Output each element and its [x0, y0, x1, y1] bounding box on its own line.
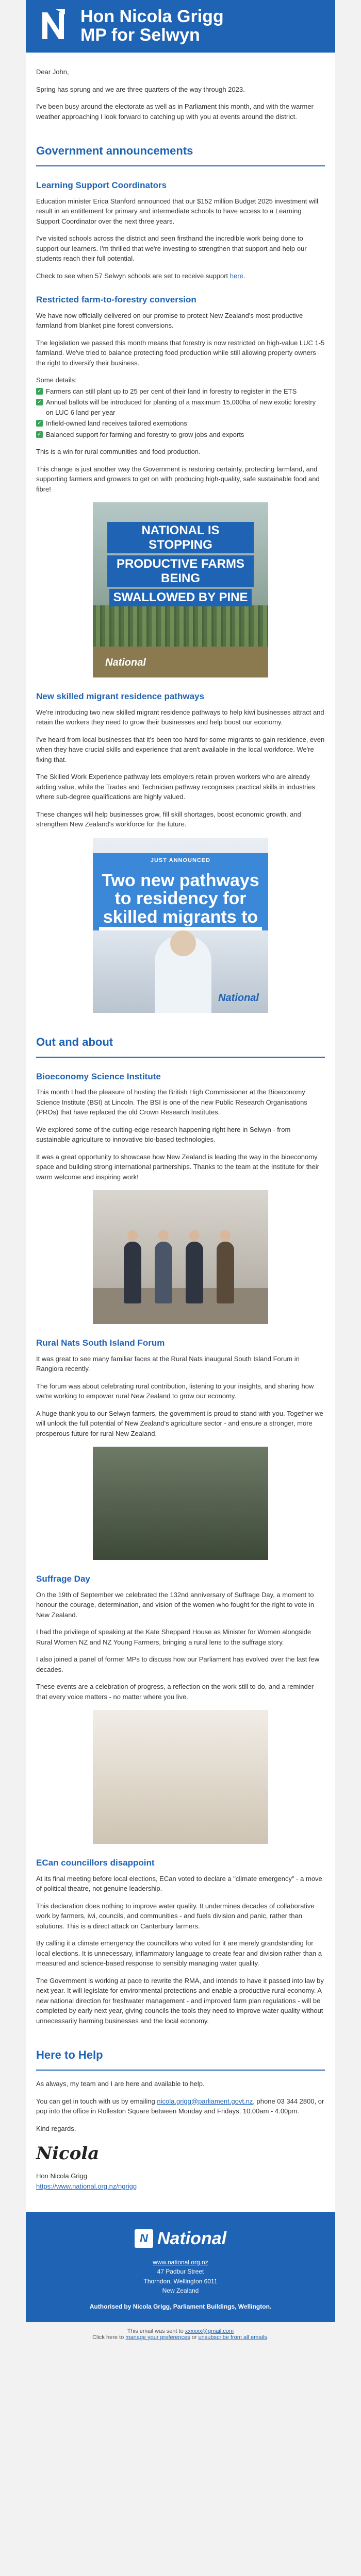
article-paragraph: The Government is working at pace to rewrite the RMA, and intends to have it passed into law by next year. It will legislate for environmental protections and enable a productive rural economy. A new national direction for freshwater management - and improved farm plan regulations - will be completed by early next year, giving councils the tools they need to improve water quality without unnecessarily harming businesses and the local economy.: [36, 1976, 324, 2025]
banner-text: NATIONAL IS STOPPING: [107, 522, 254, 553]
banner-text: skilled migrants to: [103, 907, 258, 927]
article-title: Rural Nats South Island Forum: [36, 1338, 165, 1348]
article-paragraph: This is a win for rural communities and food production.: [36, 448, 201, 455]
article-paragraph: These changes will help businesses grow, fill skill shortages, boost economic growth, and strengthen New Zealand's workforce for the future.: [36, 810, 301, 828]
article-title: Bioeconomy Science Institute: [36, 1071, 161, 1081]
help-paragraph: As always, my team and I are here and available to help.: [36, 2080, 205, 2088]
intro-paragraph: Spring has sprung and we are three quarters of the way through 2023.: [36, 85, 245, 93]
subscription-footer: This email was sent to xxxxxx@gmail.com Click here to manage your preferences or unsubscribe from all emails.: [0, 2322, 361, 2351]
list-item: ✓ Annual ballots will be introduced for planting of a maximum 15,000ha of new exotic forestry on LUC 6 land per year: [36, 397, 325, 417]
banner-text: to residency for: [114, 889, 247, 909]
address-line: Thorndon, Wellington 6011: [143, 2277, 218, 2285]
article-title: ECan councillors disappoint: [36, 1858, 155, 1868]
office-email-link[interactable]: nicola.grigg@parliament.govt.nz: [157, 2097, 253, 2105]
article-paragraph: We're introducing two new skilled migrant residence pathways to help kiwi businesses attract and retain the workers they need to grow their businesses and help boost our economy.: [36, 708, 324, 726]
email-container: [26, 0, 335, 2322]
article-paragraph: The forum was about celebrating rural contribution, listening to your insights, and sharing how we're working to empower rural New Zealand to grow our economy.: [36, 1382, 314, 1400]
article-title: Restricted farm-to-forestry conversion: [36, 295, 196, 304]
article-paragraph: We explored some of the cutting-edge research happening right here in Selwyn - from sustainable agriculture to innovative bio-based technologies.: [36, 1125, 291, 1143]
article-paragraph: The legislation we passed this month means that forestry is now restricted on high-value LUC 1-5 farmland. We've tried to balance protecting food production while still allowing property owners the right to diversify their business.: [36, 338, 325, 367]
manage-preferences-link[interactable]: manage your preferences: [125, 2334, 190, 2341]
banner-logo: National: [105, 657, 146, 668]
signature: Nicola: [36, 2143, 100, 2164]
website-link[interactable]: www.national.org.nz: [153, 2258, 208, 2266]
email-footer: [26, 2212, 335, 2322]
bioeconomy-visit-photo: [93, 1190, 268, 1324]
list-intro: Some details:: [36, 376, 77, 384]
mp-electorate: MP for Selwyn: [80, 25, 200, 45]
article-paragraph: I've visited schools across the district and seen firsthand the incredible work being done to support our learners. I'm thrilled that we're investing to strengthen that support and help our students reach their full potential.: [36, 234, 307, 262]
check-icon: ✓: [36, 420, 43, 427]
sign-off: Kind regards,: [36, 2124, 76, 2132]
article-paragraph: It was great to see many familiar faces at the Rural Nats inaugural South Island Forum in Rangiora recently.: [36, 1354, 300, 1372]
article-paragraph: This declaration does nothing to improve water quality. It undermines decades of collaborative work by farmers, iwi, councils, and communities - and fuels division and panic, rather than solutions. This is a direct attack on Canterbury farmers.: [36, 1902, 315, 1930]
article-paragraph: It was a great opportunity to showcase how New Zealand is leading the way in the bioeconomy space and building strong international partnerships. Thanks to the team at the Institute for their warm welcome and inspiring work!: [36, 1153, 319, 1181]
skilled-migrants-banner-image: [93, 838, 268, 1013]
national-logo: [34, 7, 72, 45]
article-title: Learning Support Coordinators: [36, 180, 167, 190]
footer-logo: N National: [135, 2225, 226, 2252]
sign-name: Hon Nicola Grigg: [36, 2172, 87, 2180]
banner-text: Two new pathways: [102, 870, 259, 890]
check-icon: ✓: [36, 399, 43, 405]
article-title: Suffrage Day: [36, 1574, 90, 1584]
section-heading-government: Government announcements: [36, 142, 325, 166]
banner-text: SWALLOWED BY PINE: [109, 589, 252, 606]
suffrage-day-photo: [93, 1710, 268, 1844]
schools-support-link[interactable]: here: [229, 272, 243, 280]
section-heading-out-and-about: Out and about: [36, 1033, 325, 1058]
farm-details-list: [36, 386, 325, 440]
profile-link[interactable]: https://www.national.org.nz/ngrigg: [36, 2182, 137, 2190]
banner-tag: JUST ANNOUNCED: [150, 857, 211, 863]
list-item: ✓ Farmers can still plant up to 25 per cent of their land in forestry to register in the ETS: [36, 386, 325, 397]
mp-name: Hon Nicola Grigg: [80, 7, 224, 27]
greeting: Dear John,: [36, 68, 69, 76]
unsubscribe-link[interactable]: unsubscribe from all emails: [198, 2334, 267, 2341]
national-n-logo-icon: [35, 7, 71, 45]
article-paragraph: This change is just another way the Government is restoring certainty, protecting farmland, and supporting farmers and growers to get on with producing high-quality, safe sustainable food and fibre!: [36, 465, 320, 493]
rural-forum-photo: [93, 1447, 268, 1560]
article-paragraph: Education minister Erica Stanford announced that our $152 million Budget 2025 investment will result in an entitlement for primary and intermediate schools to have access to a Learning Support Coordinator over the next three years.: [36, 197, 319, 225]
article-paragraph: We have now officially delivered on our promise to protect New Zealand's most productive farmland from blanket pine forest conversions.: [36, 311, 303, 329]
national-n-icon: N: [135, 2229, 153, 2248]
check-icon: ✓: [36, 388, 43, 395]
help-paragraph: You can get in touch with us by emailing nicola.grigg@parliament.govt.nz, phone 03 344 2800, or pop into the office in Rolleston Square between Monday and Fridays, 10.00am - 4.00pm.: [36, 2097, 324, 2115]
email-header: [26, 0, 335, 53]
intro-paragraph: I've been busy around the electorate as well as in Parliament this month, and with the warmer weather approaching I look forward to catching up with you at events around the district.: [36, 103, 314, 121]
email-body: [26, 53, 335, 2212]
article-paragraph: By calling it a climate emergency the councillors who voted for it are merely grandstanding for local elections. It is unnecessary, inflammatory language to create fear and division rather than a measured and science-based response to sensibly managing water quality.: [36, 1939, 322, 1967]
list-item: ✓ Balanced support for farming and forestry to grow jobs and exports: [36, 430, 325, 440]
authorisation-statement: Authorised by Nicola Grigg, Parliament Buildings, Wellington.: [89, 2303, 272, 2311]
article-paragraph: At its final meeting before local elections, ECan voted to declare a "climate emergency" - a move of political theatre, not genuine leadership.: [36, 1874, 322, 1892]
article-paragraph: Check to see when 57 Selwyn schools are set to receive support here.: [36, 272, 245, 280]
section-heading-here-to-help: Here to Help: [36, 2046, 325, 2071]
address-line: New Zealand: [162, 2287, 199, 2295]
list-item: ✓ Infield-owned land receives tailored exemptions: [36, 418, 325, 429]
article-paragraph: On the 19th of September we celebrated the 132nd anniversary of Suffrage Day, a moment to honour the courage, determination, and vision of the women who fought for the right to vote in New Zealand.: [36, 1590, 315, 1619]
address-line: 47 Padbur Street: [157, 2268, 204, 2276]
pine-forest-banner-image: [93, 502, 268, 677]
banner-logo: National: [218, 992, 259, 1004]
check-icon: ✓: [36, 431, 43, 438]
article-paragraph: This month I had the pleasure of hosting the British High Commissioner at the Bioeconomy Science Institute (BSI) at Lincoln. The BSI is one of the new Public Research Organisations (PROs) that have replaced the old Crown Research Institutes.: [36, 1088, 307, 1116]
article-paragraph: The Skilled Work Experience pathway lets employers retain proven workers who are already adding value, while the Trades and Technician pathway recognises practical skills in industries where sub-degree qualifications are highly valued.: [36, 773, 316, 801]
recipient-email-link[interactable]: xxxxxx@gmail.com: [185, 2328, 234, 2334]
article-paragraph: I also joined a panel of former MPs to discuss how our Parliament has evolved over the last few decades.: [36, 1655, 320, 1673]
article-paragraph: I had the privilege of speaking at the Kate Sheppard House as Minister for Women alongside Rural Women NZ and NZ Young Farmers, bringing a rural lens to the suffrage story.: [36, 1628, 311, 1646]
article-paragraph: These events are a celebration of progress, a reflection on the work still to do, and a reminder that every voice matters - no matter where you live.: [36, 1683, 314, 1701]
article-paragraph: I've heard from local businesses that it's been too hard for some migrants to gain residence, even when they have crucial skills and experience that aren't available in the local workforce. We're fixing that.: [36, 735, 325, 764]
article-paragraph: A huge thank you to our Selwyn farmers, the government is proud to stand with you. Together we will unlock the full potential of New Zealand's agriculture sector - and ensure a stronger, more prosperous future for rural New Zealand.: [36, 1409, 323, 1437]
article-title: New skilled migrant residence pathways: [36, 691, 204, 701]
banner-text: PRODUCTIVE FARMS BEING: [107, 555, 254, 587]
